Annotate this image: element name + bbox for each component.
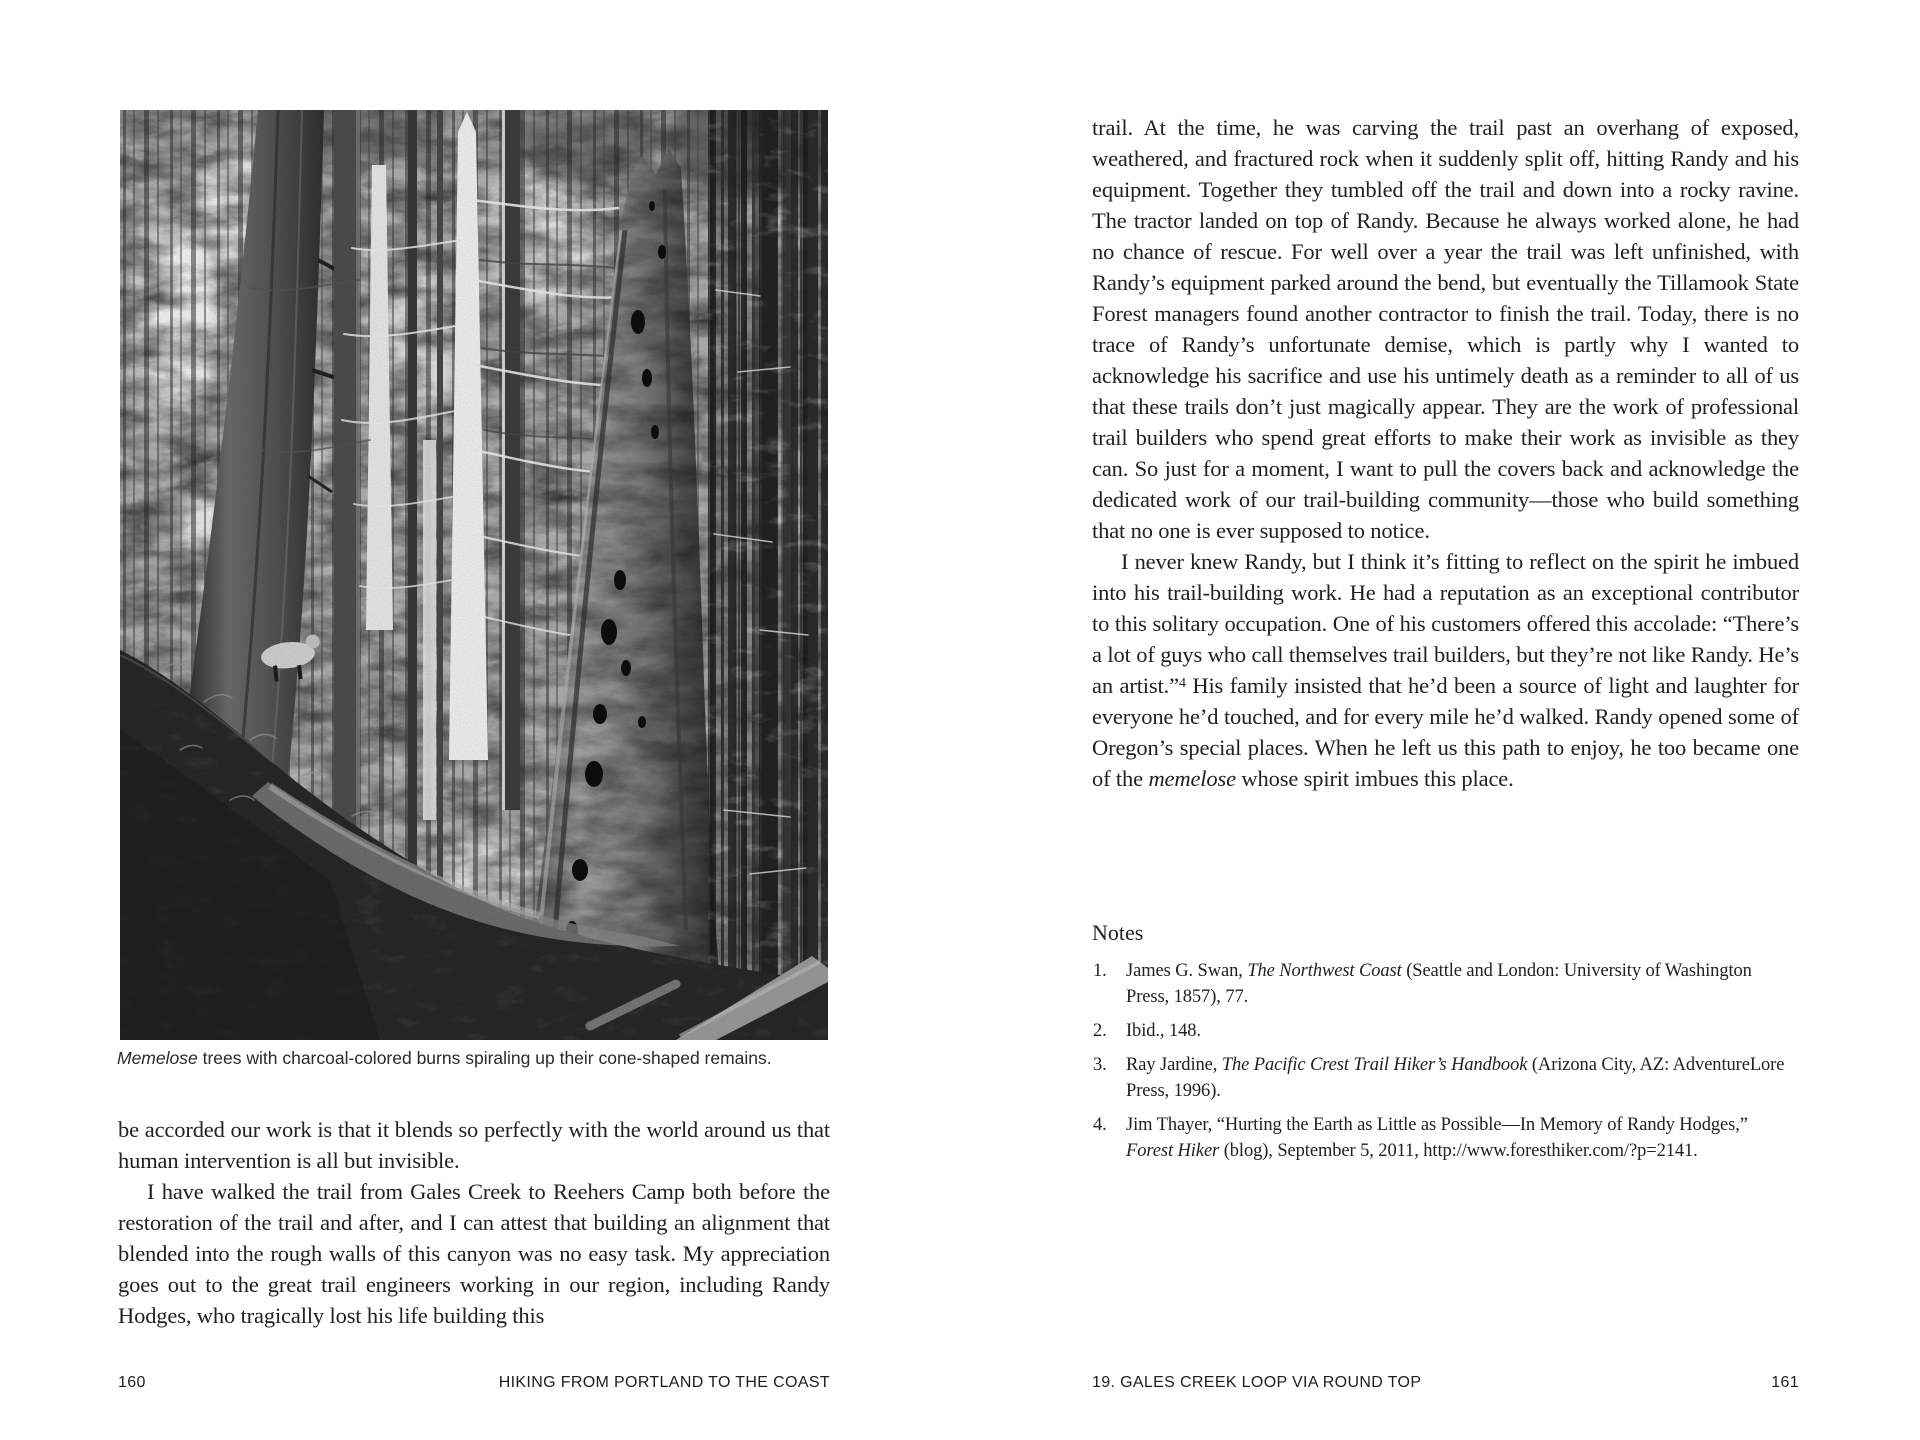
italic-word: memelose xyxy=(1148,766,1236,791)
paragraph: be accorded our work is that it blends so perfectly with the world around us that human intervention is all but invisible. xyxy=(118,1117,830,1173)
text-segment: James G. Swan, xyxy=(1126,961,1248,981)
caption-italic-word: Memelose xyxy=(117,1048,198,1068)
right-page-body xyxy=(1092,112,1799,794)
note-number: 3. xyxy=(1093,1055,1107,1075)
cited-title: The Northwest Coast xyxy=(1247,961,1402,981)
forest-photo-illustration xyxy=(120,110,828,1040)
paragraph xyxy=(1092,546,1799,794)
text-segment: (Arizona City, AZ: AdventureLore Press, 1996). xyxy=(1126,1055,1785,1101)
note-number: 4. xyxy=(1093,1115,1107,1135)
left-page-footer xyxy=(118,1374,830,1392)
text-segment: Ray Jardine, xyxy=(1126,1055,1222,1075)
paragraph: I have walked the trail from Gales Creek to Reehers Camp both before the restoration of the trail and after, and I can attest that building an alignment that blended into the rough walls of this canyon was no easy task. My appreciation goes out to the great trail engineers working in our region, including Randy Hodges, who tragically lost his life building this xyxy=(118,1179,830,1328)
note-item xyxy=(1092,958,1799,1010)
paragraph: trail. At the time, he was carving the trail past an overhang of exposed, weathered, and fractured rock when it suddenly split off, hitting Randy and his equipment. Together they tumbled off the trail and down into a rocky ravine. The tractor landed on top of Randy. Because he always worked alone, he had no chance of rescue. For well over a year the trail was left unfinished, with Randy’s equipment parked around the bend, but eventually the Tillamook State Forest managers found another contractor to finish the trail. Today, there is no trace of Randy’s unfortunate demise, which is partly why I wanted to acknowledge his sacrifice and use his untimely death as a reminder to all of us that these trails don’t just magically appear. They are the work of professional trail builders who spend great efforts to make their work as invisible as they can. So just for a moment, I want to pull the covers back and acknowledge the dedicated work of our trail-building community—those who build something that no one is ever supposed to notice. xyxy=(1092,115,1799,543)
text-segment: His family insisted that he’d been a source of light and laughter for everyone he’d touched, and for every mile he’d walked. Randy opened some of Oregon’s special places. When he left us this path to enjoy, he too became one of the xyxy=(1092,673,1799,791)
forest-photo xyxy=(120,110,828,1040)
notes-heading: Notes xyxy=(1092,920,1144,945)
right-page-footer xyxy=(1092,1374,1799,1392)
page-number-right: 161 xyxy=(1771,1374,1799,1391)
caption-text: trees with charcoal-colored burns spiraling up their cone-shaped remains. xyxy=(197,1048,772,1068)
text-segment: whose spirit imbues this place. xyxy=(1235,766,1514,791)
left-page-body xyxy=(118,1114,830,1331)
note-number: 1. xyxy=(1093,961,1107,981)
text-segment: (Seattle and London: University of Washington Press, 1857), 77. xyxy=(1126,961,1752,1007)
text-segment: (blog), September 5, 2011, http://www.foresthiker.com/?p=2141. xyxy=(1219,1141,1698,1161)
cited-title: Forest Hiker xyxy=(1126,1141,1220,1161)
text-segment: Jim Thayer, “Hurting the Earth as Little as Possible—In Memory of Randy Hodges,” xyxy=(1126,1115,1748,1135)
page-number-left: 160 xyxy=(118,1374,146,1391)
notes-section xyxy=(1092,920,1799,1172)
running-title-right: 19. GALES CREEK LOOP VIA ROUND TOP xyxy=(1092,1374,1422,1391)
note-item xyxy=(1092,1018,1799,1044)
cited-title: The Pacific Crest Trail Hiker’s Handbook xyxy=(1221,1055,1528,1075)
footnote-marker: 4 xyxy=(1178,675,1186,691)
note-item xyxy=(1092,1052,1799,1104)
text-segment: Ibid., 148. xyxy=(1126,1021,1201,1041)
notes-list xyxy=(1092,958,1799,1164)
note-number: 2. xyxy=(1093,1021,1107,1041)
photo-caption xyxy=(117,1047,829,1069)
text-segment: I never knew Randy, but I think it’s fitting to reflect on the spirit he imbued into his trail-building work. He had a reputation as an exceptional contributor to this solitary occupation. One of his customers offered this accolade: “There’s a lot of guys who call themselves trail builders, but they’re not like Randy. He’s an artist.” xyxy=(1092,549,1799,698)
note-item xyxy=(1092,1112,1799,1164)
running-title-left: HIKING FROM PORTLAND TO THE COAST xyxy=(498,1374,830,1391)
